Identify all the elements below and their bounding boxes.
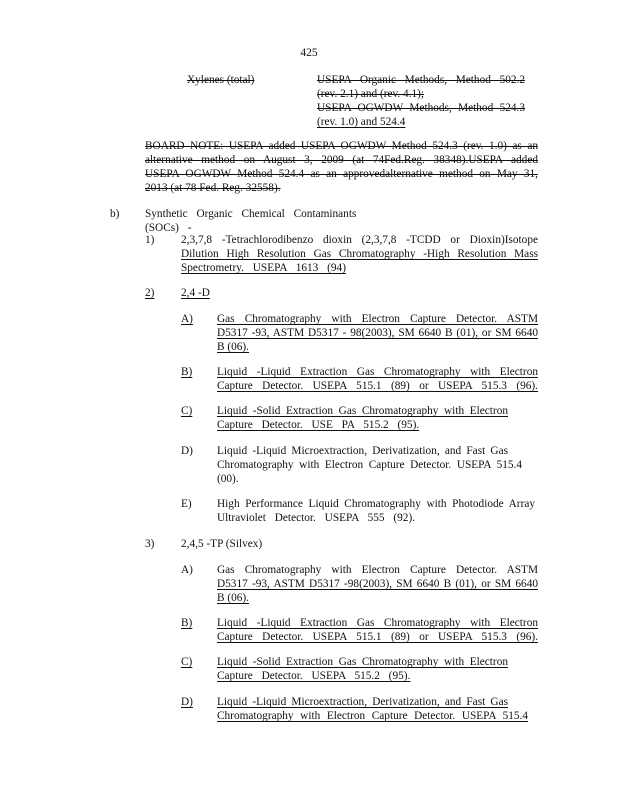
section-b-heading: Synthetic Organic Chemical Contaminants (SOCs) -	[145, 208, 357, 234]
item-2d-line: (00).	[217, 473, 239, 485]
item-2c-marker: C)	[181, 405, 193, 417]
item-3-title: 2,4,5 -TP (Silvex)	[181, 538, 263, 550]
item-2-marker: 2)	[145, 287, 155, 299]
item-3d-text	[217, 695, 528, 723]
item-2c-text	[217, 404, 508, 432]
item-2a-text	[217, 312, 538, 354]
item-3a-line: Gas Chromatography with Electron Capture Detector. ASTM	[217, 564, 538, 576]
item-1-marker: 1)	[145, 234, 155, 246]
item-2b-text	[217, 365, 538, 393]
item-2a-marker: A)	[181, 313, 193, 325]
item-2a-line: B (06).	[217, 341, 250, 353]
item-2e-line: Ultraviolet Detector. USEPA 555 (92).	[217, 512, 416, 524]
item-3b-marker: B)	[181, 617, 193, 629]
item-2d-text	[217, 444, 522, 486]
item-3a-line: D5317 -93, ASTM D5317 -98(2003), SM 6640 B (01), or SM 6640	[217, 578, 538, 590]
item-2c-line: Capture Detector. USE PA 515.2 (95).	[217, 419, 420, 431]
item-3c-text	[217, 655, 508, 683]
item-3d-marker: D)	[181, 696, 193, 708]
item-2d-line: Liquid -Liquid Microextraction, Derivatization, and Fast Gas	[217, 445, 508, 457]
xylenes-method-line: (rev. 1.0) and 524.4	[317, 116, 406, 128]
item-2a-line: D5317 -93, ASTM D5317 - 98(2003), SM 6640 B (01), or SM 6640	[217, 327, 538, 339]
item-3c-line: Liquid -Solid Extraction Gas Chromatography with Electron	[217, 656, 508, 668]
item-2e-text	[217, 497, 535, 525]
board-note-line: 2013 (at 78 Fed. Reg. 32558).	[145, 182, 281, 194]
item-3a-text	[217, 563, 538, 605]
item-2b-line: Capture Detector. USEPA 515.1 (89) or USEPA 515.3 (96).	[217, 380, 538, 392]
item-2b-line: Liquid -Liquid Extraction Gas Chromatography with Electron	[217, 366, 538, 378]
xylenes-method-line: USEPA Organic Methods, Method 502.2	[317, 74, 525, 86]
item-2e-line: High Performance Liquid Chromatography with Photodiode Array	[217, 498, 535, 510]
board-note-line: BOARD NOTE: USEPA added USEPA OGWDW Method 524.3 (rev. 1.0) as an	[145, 140, 538, 152]
item-3d-line: Chromatography with Electron Capture Detector. USEPA 515.4	[217, 710, 528, 722]
item-1-text	[181, 233, 538, 275]
item-3b-text	[217, 616, 538, 644]
item-1-line: Dilution High Resolution Gas Chromatography -High Resolution Mass	[181, 248, 538, 260]
item-2d-marker: D)	[181, 445, 193, 457]
item-3b-line: Liquid -Liquid Extraction Gas Chromatography with Electron	[217, 617, 538, 629]
item-2b-marker: B)	[181, 366, 193, 378]
item-3-marker: 3)	[145, 538, 155, 550]
item-3c-line: Capture Detector. USEPA 515.2 (95).	[217, 670, 411, 682]
item-3b-line: Capture Detector. USEPA 515.1 (89) or USEPA 515.3 (96).	[217, 631, 538, 643]
item-2a-line: Gas Chromatography with Electron Capture Detector. ASTM	[217, 313, 538, 325]
item-3a-marker: A)	[181, 564, 193, 576]
xylenes-method-line: (rev. 2.1) and (rev. 4.1);	[317, 88, 425, 100]
item-3c-marker: C)	[181, 656, 193, 668]
item-3a-line: B (06).	[217, 592, 250, 604]
item-2e-marker: E)	[181, 498, 192, 510]
board-note-line: alternative method on August 3, 2009 (at 74Fed.Reg. 38348).USEPA added	[145, 154, 538, 166]
item-1-line: 2,3,7,8 -Tetrachlorodibenzo dioxin (2,3,7,8 -TCDD or Dioxin)Isotope	[181, 234, 538, 246]
section-b-marker: b)	[110, 208, 120, 220]
item-2-title: 2,4 -D	[181, 287, 210, 299]
xylenes-label: Xylenes (total)	[187, 74, 255, 86]
board-note	[145, 139, 538, 195]
item-2d-line: Chromatography with Electron Capture Detector. USEPA 515.4	[217, 459, 522, 471]
item-3d-line: Liquid -Liquid Microextraction, Derivatization, and Fast Gas	[217, 696, 508, 708]
xylenes-method-line: USEPA OGWDW Methods, Method 524.3	[317, 102, 525, 114]
xylenes-methods	[317, 73, 525, 129]
board-note-line: USEPA OGWDW Method 524.4 as an approvedalternative method on May 31,	[145, 168, 538, 180]
item-1-line: Spectrometry. USEPA 1613 (94)	[181, 262, 346, 274]
page-number: 425	[300, 47, 318, 59]
item-2c-line: Liquid -Solid Extraction Gas Chromatography with Electron	[217, 405, 508, 417]
